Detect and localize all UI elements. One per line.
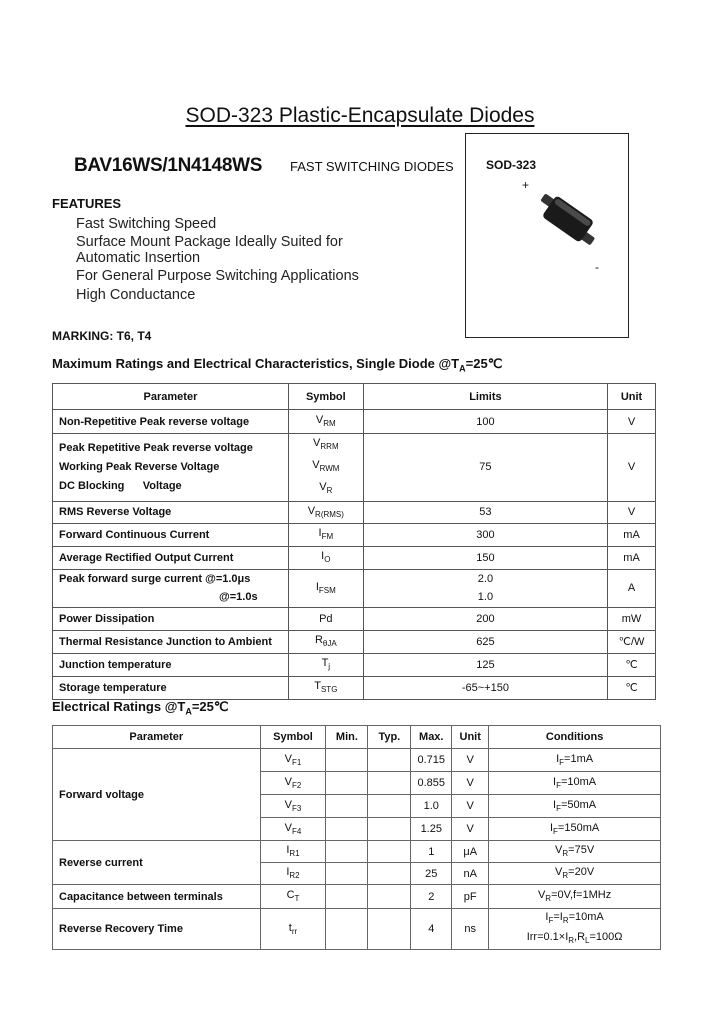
package-name: SOD-323 xyxy=(486,158,537,172)
col-header: Symbol xyxy=(288,384,363,410)
unit-cell: ns xyxy=(452,909,489,950)
symbol-cell: $V_{F3}$ xyxy=(260,795,326,818)
symbol-cell: $I_{FM}$ xyxy=(288,523,363,546)
elec-ratings-table xyxy=(52,725,661,950)
min-cell xyxy=(326,772,368,795)
min-cell xyxy=(326,795,368,818)
typ-cell xyxy=(368,795,411,818)
limit-cell: 53 xyxy=(363,501,607,523)
table-row xyxy=(53,630,656,653)
typ-cell xyxy=(368,909,411,950)
unit-cell: V xyxy=(452,795,489,818)
table-header-row xyxy=(53,726,661,749)
symbol-cell: $I_O$ xyxy=(288,546,363,569)
symbol-cell: $I_{R2}$ xyxy=(260,863,326,885)
table-row xyxy=(53,909,661,950)
marking-code: MARKING: T6, T4 xyxy=(52,329,152,343)
col-header: Parameter xyxy=(53,384,289,410)
col-header: Unit xyxy=(608,384,656,410)
unit-cell: mA xyxy=(608,523,656,546)
unit-cell: V xyxy=(608,410,656,434)
feature-item: Automatic Insertion xyxy=(76,250,201,266)
min-cell xyxy=(326,818,368,841)
unit-cell: nA xyxy=(452,863,489,885)
max-cell: 25 xyxy=(411,863,452,885)
col-header: Unit xyxy=(452,726,489,749)
symbol-cell: $V_{RRM}$ $V_{RWM}$ $V_R$ xyxy=(288,434,363,502)
param-cell: Thermal Resistance Junction to Ambient xyxy=(53,630,289,653)
symbol-cell: $I_{FSM}$ xyxy=(288,569,363,607)
feature-item: Fast Switching Speed xyxy=(76,216,217,232)
package-box xyxy=(465,133,629,338)
condition-cell: $I_F=1mA$ xyxy=(489,749,661,772)
limit-cell: 100 xyxy=(363,410,607,434)
unit-cell: V xyxy=(452,749,489,772)
document-title: SOD-323 Plastic-Encapsulate Diodes xyxy=(185,104,535,127)
param-cell: Junction temperature xyxy=(53,653,289,676)
symbol-cell: $V_{R(RMS)}$ xyxy=(288,501,363,523)
unit-cell: mW xyxy=(608,607,656,630)
limit-cell: 150 xyxy=(363,546,607,569)
typ-cell xyxy=(368,818,411,841)
max-cell: 0.715 xyxy=(411,749,452,772)
condition-cell: $I_F=10mA$ xyxy=(489,772,661,795)
min-cell xyxy=(326,909,368,950)
symbol-cell: $t_{rr}$ xyxy=(260,909,326,950)
typ-cell xyxy=(368,772,411,795)
col-header: Limits xyxy=(363,384,607,410)
table-row xyxy=(53,523,656,546)
param-cell: Reverse Recovery Time xyxy=(53,909,261,950)
unit-cell: ℃ xyxy=(608,676,656,699)
symbol-cell: $C_T$ xyxy=(260,885,326,909)
limit-cell: 2.0 1.0 xyxy=(363,569,607,607)
param-cell: Forward Continuous Current xyxy=(53,523,289,546)
max-cell: 4 xyxy=(411,909,452,950)
feature-item: Surface Mount Package Ideally Suited for xyxy=(76,234,343,250)
typ-cell xyxy=(368,749,411,772)
max-cell: 1 xyxy=(411,841,452,863)
max-ratings-heading: Maximum Ratings and Electrical Characteristics, Single Diode $@T_A=25℃$ xyxy=(52,356,503,374)
condition-cell: $V_R=20V$ xyxy=(489,863,661,885)
condition-cell: $I_F=I_R=10mA$ $Irr=0.1\times I_R,R_L=100\Omega$ xyxy=(489,909,661,950)
param-cell: Capacitance between terminals xyxy=(53,885,261,909)
param-cell: Non-Repetitive Peak reverse voltage xyxy=(53,410,289,434)
param-cell: RMS Reverse Voltage xyxy=(53,501,289,523)
condition-cell: $V_R=75V$ xyxy=(489,841,661,863)
unit-cell: μA xyxy=(452,841,489,863)
symbol-cell: $T_j$ xyxy=(288,653,363,676)
col-header: Symbol xyxy=(260,726,326,749)
min-cell xyxy=(326,749,368,772)
symbol-cell: $V_{RM}$ xyxy=(288,410,363,434)
param-cell: Power Dissipation xyxy=(53,607,289,630)
symbol-cell: $R_{\theta JA}$ xyxy=(288,630,363,653)
min-cell xyxy=(326,863,368,885)
unit-cell: ℃/W xyxy=(608,630,656,653)
min-cell xyxy=(326,841,368,863)
symbol-cell: $I_{R1}$ xyxy=(260,841,326,863)
limit-cell: -65~+150 xyxy=(363,676,607,699)
cathode-mark: - xyxy=(595,260,599,274)
col-header: Max. xyxy=(411,726,452,749)
condition-cell: $V_R=0V,f=1MHz$ xyxy=(489,885,661,909)
max-cell: 1.25 xyxy=(411,818,452,841)
typ-cell xyxy=(368,885,411,909)
table-row xyxy=(53,749,661,772)
table-row xyxy=(53,546,656,569)
col-header: Parameter xyxy=(53,726,261,749)
typ-cell xyxy=(368,863,411,885)
typ-cell xyxy=(368,841,411,863)
features-heading: FEATURES xyxy=(52,196,122,211)
symbol-cell: Pd xyxy=(288,607,363,630)
max-ratings-table xyxy=(52,383,656,700)
condition-cell: $I_F=50mA$ xyxy=(489,795,661,818)
feature-item: High Conductance xyxy=(76,287,196,303)
table-row xyxy=(53,569,656,607)
part-number: BAV16WS/1N4148WS xyxy=(74,155,263,176)
col-header: Typ. xyxy=(368,726,411,749)
part-subtitle: FAST SWITCHING DIODES xyxy=(290,159,454,174)
table-row xyxy=(53,676,656,699)
table-row xyxy=(53,434,656,502)
param-cell: Peak Repetitive Peak reverse voltage Working Peak Reverse Voltage DC Blocking Voltage xyxy=(53,434,289,502)
symbol-cell: $V_{F2}$ xyxy=(260,772,326,795)
col-header: Min. xyxy=(326,726,368,749)
table-row xyxy=(53,885,661,909)
max-cell: 0.855 xyxy=(411,772,452,795)
table-row xyxy=(53,501,656,523)
param-cell: Storage temperature xyxy=(53,676,289,699)
unit-cell: ℃ xyxy=(608,653,656,676)
limit-cell: 125 xyxy=(363,653,607,676)
unit-cell: V xyxy=(452,772,489,795)
symbol-cell: $T_{STG}$ xyxy=(288,676,363,699)
unit-cell: mA xyxy=(608,546,656,569)
param-cell: Average Rectified Output Current xyxy=(53,546,289,569)
unit-cell: A xyxy=(608,569,656,607)
param-cell: Forward voltage xyxy=(53,749,261,841)
table-header-row xyxy=(53,384,656,410)
symbol-cell: $V_{F1}$ xyxy=(260,749,326,772)
max-cell: 1.0 xyxy=(411,795,452,818)
limit-cell: 200 xyxy=(363,607,607,630)
max-cell: 2 xyxy=(411,885,452,909)
condition-cell: $I_F=150mA$ xyxy=(489,818,661,841)
unit-cell: V xyxy=(608,434,656,502)
unit-cell: V xyxy=(452,818,489,841)
limit-cell: 300 xyxy=(363,523,607,546)
unit-cell: pF xyxy=(452,885,489,909)
table-row xyxy=(53,653,656,676)
param-cell: Peak forward surge current @=1.0μs @=1.0s xyxy=(53,569,289,607)
unit-cell: V xyxy=(608,501,656,523)
symbol-cell: $V_{F4}$ xyxy=(260,818,326,841)
limit-cell: 75 xyxy=(363,434,607,502)
min-cell xyxy=(326,885,368,909)
feature-item: For General Purpose Switching Applications xyxy=(76,268,359,284)
elec-ratings-heading: Electrical Ratings $@T_A=25℃$ xyxy=(52,699,229,717)
limit-cell: 625 xyxy=(363,630,607,653)
table-row xyxy=(53,607,656,630)
table-row xyxy=(53,841,661,863)
param-cell: Reverse current xyxy=(53,841,261,885)
col-header: Conditions xyxy=(489,726,661,749)
table-row xyxy=(53,410,656,434)
anode-mark: + xyxy=(522,178,530,192)
sod323-package-icon xyxy=(534,184,604,254)
